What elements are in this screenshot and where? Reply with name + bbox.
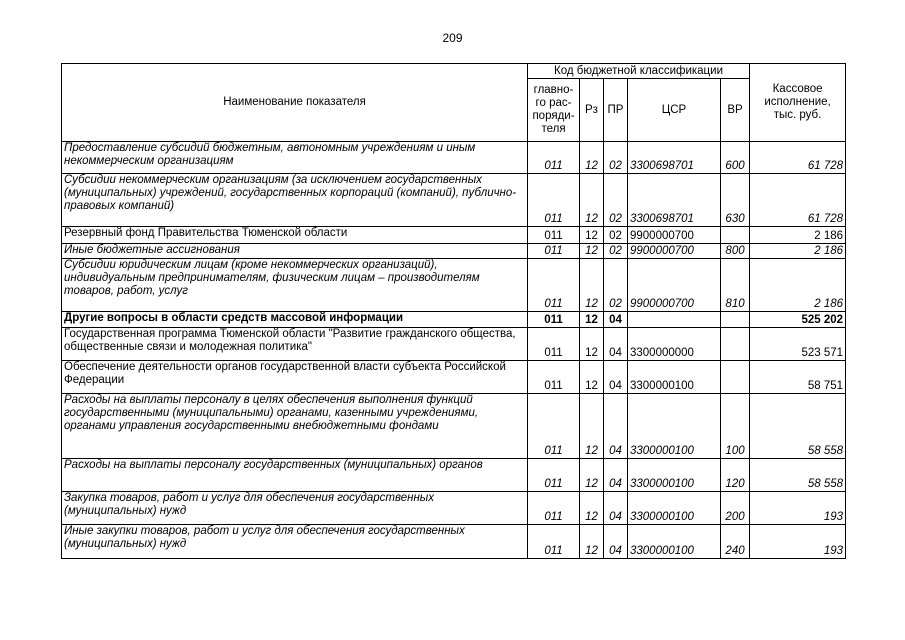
row-name: Расходы на выплаты персоналу в целях обеспечения выполнения функций государственными (муниципальными) органами, казенными учреждениями, органами управления государственными внебюджетными фондами [62, 394, 528, 459]
row-vr-code [721, 312, 750, 328]
row-vr-code: 800 [721, 244, 750, 259]
row-pr-code: 04 [604, 312, 628, 328]
table-row [62, 244, 846, 259]
table-row [62, 361, 846, 394]
row-name: Предоставление субсидий бюджетным, автономным учреждениям и иным некоммерческим организациям [62, 142, 528, 174]
row-pr-code: 04 [604, 525, 628, 559]
table-row [62, 492, 846, 525]
row-name: Закупка товаров, работ и услуг для обеспечения государственных (муниципальных) нужд [62, 492, 528, 525]
row-pr-code: 02 [604, 259, 628, 312]
row-vr-code: 120 [721, 459, 750, 492]
row-gl-code: 011 [528, 227, 580, 244]
row-rz-code: 12 [580, 142, 604, 174]
row-vr-code: 630 [721, 174, 750, 227]
row-amount: 2 186 [750, 227, 846, 244]
row-pr-code: 04 [604, 361, 628, 394]
row-name: Иные бюджетные ассигнования [62, 244, 528, 259]
table-row [62, 259, 846, 312]
row-name: Государственная программа Тюменской области "Развитие гражданского общества, общественные связи и молодежная политика" [62, 328, 528, 361]
row-gl-code: 011 [528, 312, 580, 328]
table-row [62, 174, 846, 227]
row-vr-code [721, 227, 750, 244]
row-rz-code: 12 [580, 227, 604, 244]
row-amount: 525 202 [750, 312, 846, 328]
table-row [62, 525, 846, 559]
row-csr-code: 3300000100 [628, 361, 721, 394]
row-gl-code: 011 [528, 459, 580, 492]
row-gl-code: 011 [528, 525, 580, 559]
row-amount: 58 751 [750, 361, 846, 394]
header-code-group: Код бюджетной классификации [528, 64, 750, 79]
row-rz-code: 12 [580, 492, 604, 525]
header-rz: Рз [580, 79, 604, 142]
row-vr-code: 600 [721, 142, 750, 174]
row-rz-code: 12 [580, 459, 604, 492]
row-name: Другие вопросы в области средств массовой информации [62, 312, 528, 328]
row-amount: 193 [750, 525, 846, 559]
row-csr-code: 3300698701 [628, 174, 721, 227]
row-csr-code [628, 312, 721, 328]
row-rz-code: 12 [580, 394, 604, 459]
table-row [62, 142, 846, 174]
table-body [62, 142, 846, 559]
table-row [62, 227, 846, 244]
row-csr-code: 3300000000 [628, 328, 721, 361]
row-rz-code: 12 [580, 244, 604, 259]
row-gl-code: 011 [528, 328, 580, 361]
row-name: Резервный фонд Правительства Тюменской области [62, 227, 528, 244]
row-gl-code: 011 [528, 244, 580, 259]
row-vr-code: 200 [721, 492, 750, 525]
row-rz-code: 12 [580, 328, 604, 361]
table-row [62, 459, 846, 492]
row-amount: 523 571 [750, 328, 846, 361]
row-rz-code: 12 [580, 525, 604, 559]
header-vr: ВР [721, 79, 750, 142]
row-name: Субсидии некоммерческим организациям (за исключением государственных (муниципальных) учреждений, государственных корпораций (компаний), публично-правовых компаний) [62, 174, 528, 227]
row-gl-code: 011 [528, 142, 580, 174]
row-name: Иные закупки товаров, работ и услуг для обеспечения государственных (муниципальных) нужд [62, 525, 528, 559]
header-amount: Кассовое исполнение, тыс. руб. [750, 64, 846, 142]
row-amount: 2 186 [750, 244, 846, 259]
row-vr-code: 810 [721, 259, 750, 312]
row-amount: 61 728 [750, 174, 846, 227]
row-pr-code: 04 [604, 492, 628, 525]
row-csr-code: 3300000100 [628, 459, 721, 492]
row-vr-code: 240 [721, 525, 750, 559]
row-rz-code: 12 [580, 312, 604, 328]
row-name: Субсидии юридическим лицам (кроме некоммерческих организаций), индивидуальным предпринимателям, физическим лицам – производителям товаров, работ, услуг [62, 259, 528, 312]
row-pr-code: 02 [604, 142, 628, 174]
row-amount: 58 558 [750, 459, 846, 492]
row-csr-code: 3300698701 [628, 142, 721, 174]
row-csr-code: 3300000100 [628, 492, 721, 525]
row-csr-code: 3300000100 [628, 394, 721, 459]
budget-table [61, 63, 846, 559]
row-amount: 61 728 [750, 142, 846, 174]
row-csr-code: 3300000100 [628, 525, 721, 559]
table-header [62, 64, 846, 142]
row-pr-code: 04 [604, 459, 628, 492]
row-pr-code: 02 [604, 227, 628, 244]
row-name: Обеспечение деятельности органов государственной власти субъекта Российской Федерации [62, 361, 528, 394]
header-name: Наименование показателя [62, 64, 528, 142]
row-pr-code: 02 [604, 174, 628, 227]
row-gl-code: 011 [528, 174, 580, 227]
row-gl-code: 011 [528, 394, 580, 459]
row-amount: 193 [750, 492, 846, 525]
row-pr-code: 04 [604, 328, 628, 361]
header-gl: главно- го рас- поряди- теля [528, 79, 580, 142]
table-row [62, 312, 846, 328]
header-pr: ПР [604, 79, 628, 142]
table-row [62, 394, 846, 459]
row-gl-code: 011 [528, 259, 580, 312]
row-vr-code [721, 328, 750, 361]
row-vr-code: 100 [721, 394, 750, 459]
row-rz-code: 12 [580, 259, 604, 312]
row-csr-code: 9900000700 [628, 259, 721, 312]
row-vr-code [721, 361, 750, 394]
row-rz-code: 12 [580, 174, 604, 227]
row-gl-code: 011 [528, 492, 580, 525]
row-rz-code: 12 [580, 361, 604, 394]
row-gl-code: 011 [528, 361, 580, 394]
row-pr-code: 02 [604, 244, 628, 259]
header-csr: ЦСР [628, 79, 721, 142]
table-row [62, 328, 846, 361]
row-csr-code: 9900000700 [628, 244, 721, 259]
row-name: Расходы на выплаты персоналу государственных (муниципальных) органов [62, 459, 528, 492]
page-number: 209 [442, 31, 463, 45]
row-amount: 2 186 [750, 259, 846, 312]
row-csr-code: 9900000700 [628, 227, 721, 244]
row-amount: 58 558 [750, 394, 846, 459]
row-pr-code: 04 [604, 394, 628, 459]
